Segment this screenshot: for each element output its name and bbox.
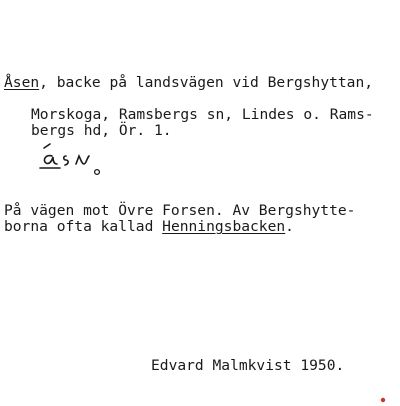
entry-line-2: Morskoga, Ramsbergs sn, Lindes o. Rams- — [31, 106, 374, 123]
entry-line-3: bergs hd, Ör. 1. — [31, 122, 172, 139]
red-mark-icon — [379, 396, 387, 404]
entry-line-4: På vägen mot Övre Forsen. Av Bergshytte- — [4, 202, 356, 219]
entry-line-1-rest: , backe på landsvägen vid Bergshyttan, — [39, 74, 374, 91]
entry-line-5 — [4, 218, 294, 236]
handwritten-pronunciation — [30, 138, 120, 178]
signature: Edvard Malmkvist 1950. — [151, 357, 345, 374]
entry-line-1 — [4, 74, 373, 92]
entry-line-5-end: . — [285, 218, 294, 235]
entry-line-5-start: borna ofta kallad — [4, 218, 163, 235]
alt-name: Henningsbacken — [162, 218, 286, 235]
headword: Åsen — [4, 74, 40, 91]
